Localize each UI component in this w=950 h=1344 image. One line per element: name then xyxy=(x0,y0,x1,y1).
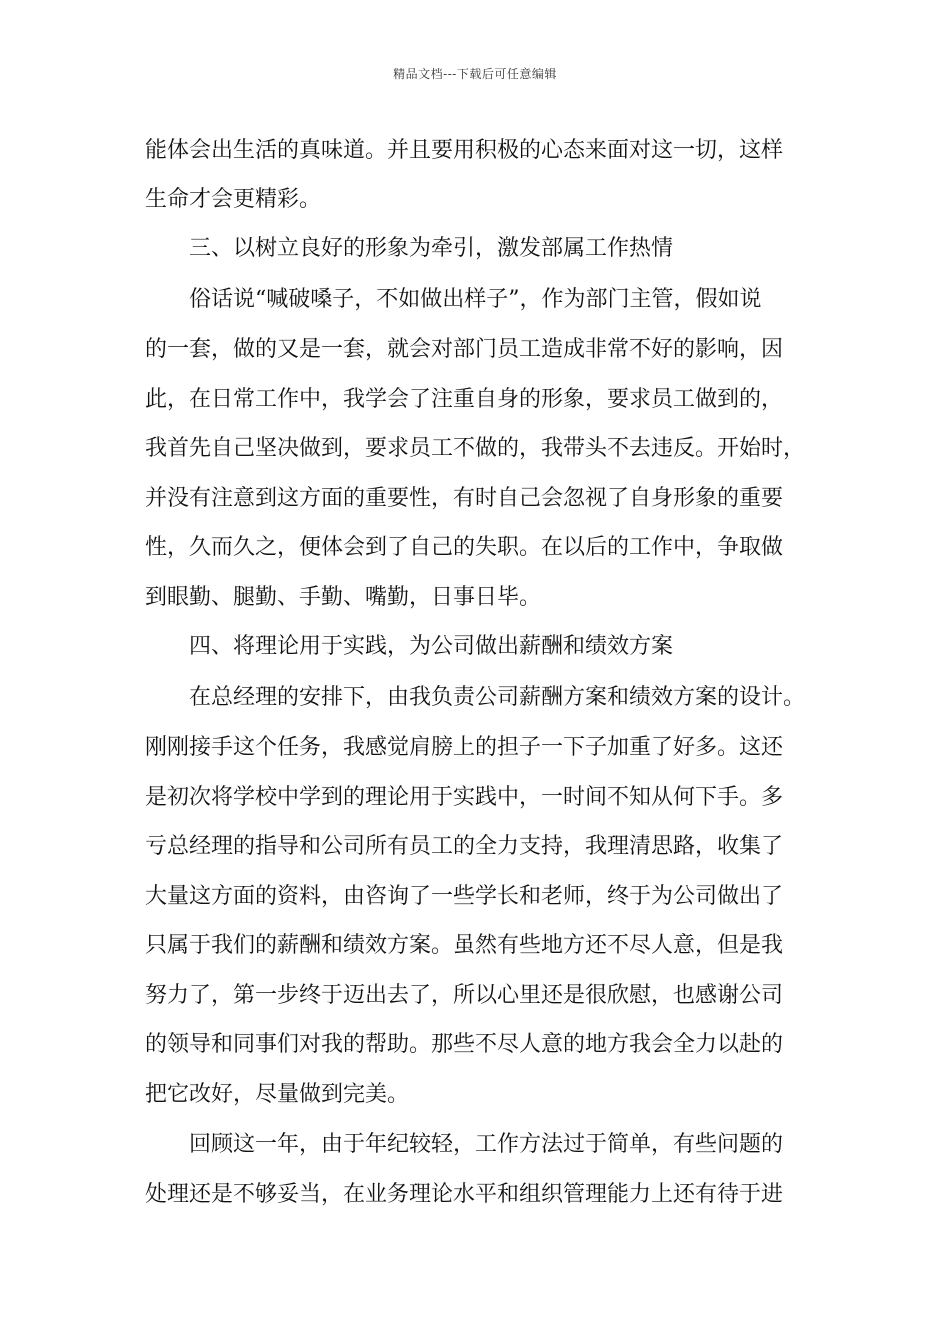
text-line: 是初次将学校中学到的理论用于实践中，一时间不知从何下手。多 xyxy=(145,785,784,810)
text-line: 努力了，第一步终于迈出去了，所以心里还是很欣慰，也感谢公司 xyxy=(145,983,784,1008)
text-line: 回顾这一年，由于年纪较轻，工作方法过于简单，有些问题的 xyxy=(189,1132,784,1157)
text-line: 性，久而久之，便体会到了自己的失职。在以后的工作中，争取做 xyxy=(145,535,784,560)
text-line: 到眼勤、腿勤、手勤、嘴勤，日事日毕。 xyxy=(145,585,542,610)
text-line: 只属于我们的薪酬和绩效方案。虽然有些地方还不尽人意，但是我 xyxy=(145,933,784,958)
section-heading: 三、以树立良好的形象为牵引，激发部属工作热情 xyxy=(189,236,674,261)
text-line: 生命才会更精彩。 xyxy=(145,187,322,212)
text-line: 并没有注意到这方面的重要性，有时自己会忽视了自身形象的重要 xyxy=(145,486,784,511)
page-header: 精品文档---下载后可任意编辑 xyxy=(393,67,557,81)
text-line: 亏总经理的指导和公司所有员工的全力支持，我理清思路，收集了 xyxy=(145,834,784,859)
text-line: 此，在日常工作中，我学会了注重自身的形象，要求员工做到的， xyxy=(145,387,784,412)
text-line: 把它改好，尽量做到完美。 xyxy=(145,1082,410,1107)
text-line: 在总经理的安排下，由我负责公司薪酬方案和绩效方案的设计。 xyxy=(189,685,806,710)
text-line: 我首先自己坚决做到，要求员工不做的，我带头不去违反。开始时， xyxy=(145,436,806,461)
text-line: 俗话说“喊破嗓子，不如做出样子”，作为部门主管，假如说 xyxy=(189,287,762,312)
text-line: 的领导和同事们对我的帮助。那些不尽人意的地方我会全力以赴的 xyxy=(145,1032,784,1057)
text-line: 的一套，做的又是一套，就会对部门员工造成非常不好的影响，因 xyxy=(145,337,784,362)
section-heading: 四、将理论用于实践，为公司做出薪酬和绩效方案 xyxy=(189,634,674,659)
text-line: 刚刚接手这个任务，我感觉肩膀上的担子一下子加重了好多。这还 xyxy=(145,735,784,760)
text-line: 能体会出生活的真味道。并且要用积极的心态来面对这一切，这样 xyxy=(145,138,784,163)
text-line: 处理还是不够妥当，在业务理论水平和组织管理能力上还有待于进 xyxy=(145,1182,784,1207)
text-line: 大量这方面的资料，由咨询了一些学长和老师，终于为公司做出了 xyxy=(145,884,784,909)
